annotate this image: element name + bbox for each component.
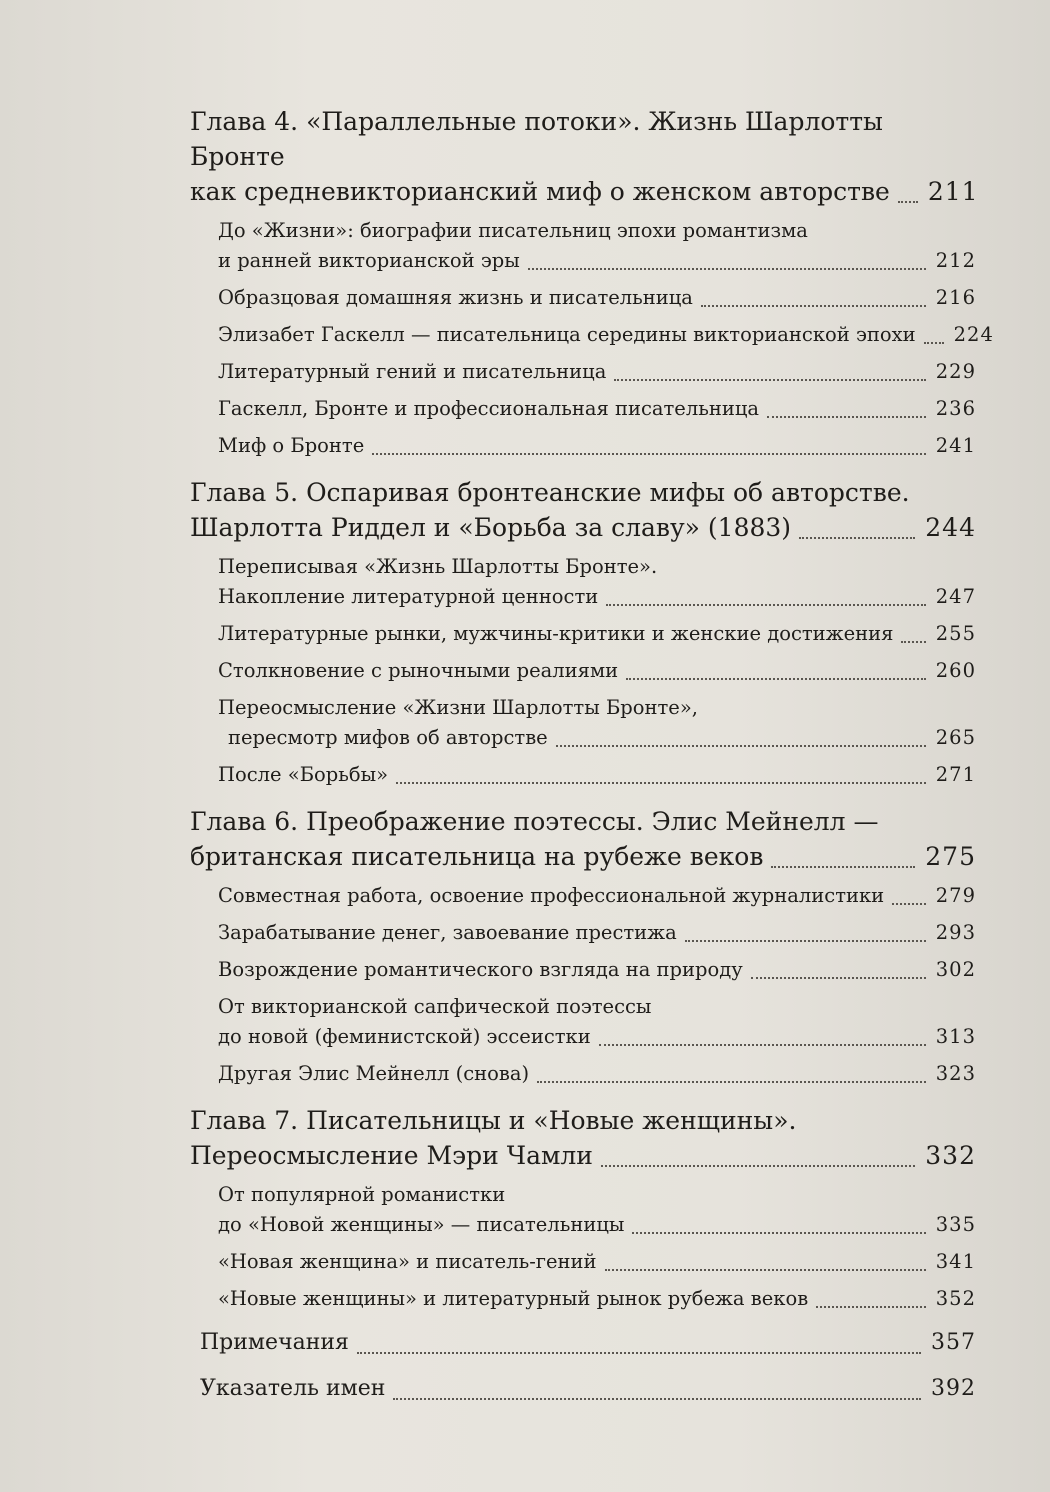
section-title-line: Накопление литературной ценности — [218, 585, 599, 608]
section-entry[interactable] — [218, 394, 976, 424]
chapter-title-line: Глава 7. Писательницы и «Новые женщины». — [190, 1106, 797, 1135]
chapter-title-line: Глава 4. «Параллельные потоки». Жизнь Шарлотты Бронте — [190, 107, 883, 171]
dot-leader — [601, 1164, 915, 1167]
section-title-line: Литературные рынки, мужчины-критики и женские достижения — [218, 622, 894, 645]
section-entry[interactable] — [218, 918, 976, 948]
dot-leader — [632, 1231, 925, 1234]
dot-leader — [892, 902, 926, 905]
page-number: 341 — [935, 1250, 976, 1273]
section-title-line: Совместная работа, освоение профессиональной журналистики — [218, 884, 885, 907]
section-title-line: «Новые женщины» и литературный рынок рубежа веков — [218, 1287, 809, 1310]
section-title-line: и ранней викторианской эры — [218, 249, 520, 272]
section-title-line: Миф о Бронте — [218, 434, 365, 457]
page-number: 313 — [935, 1025, 976, 1048]
page-number: 323 — [935, 1062, 976, 1085]
dot-leader — [556, 744, 926, 747]
table-of-contents — [190, 104, 994, 1406]
section-title-line: Столкновение с рыночными реалиями — [218, 659, 619, 682]
dot-leader — [393, 1397, 921, 1400]
section-title-line: Литературный гений и писательница — [218, 360, 607, 383]
section-title-line: Другая Элис Мейнелл (снова) — [218, 1062, 530, 1085]
chapter-7-entry[interactable] — [190, 1103, 976, 1173]
page-number: 275 — [925, 842, 976, 871]
notes-entry[interactable] — [200, 1326, 976, 1360]
section-title-line: до новой (феминистской) эссеистки — [218, 1025, 591, 1048]
chapter-title-line: Переосмысление Мэри Чамли — [190, 1141, 593, 1170]
page-number: 244 — [925, 513, 976, 542]
section-title-line: Возрождение романтического взгляда на природу — [218, 958, 743, 981]
chapter-4-entry[interactable] — [190, 104, 979, 209]
section-entry[interactable] — [218, 1284, 976, 1314]
section-title-line: От викторианской сапфической поэтессы — [218, 995, 652, 1018]
page-number: 357 — [931, 1330, 976, 1355]
section-entry[interactable] — [218, 1059, 976, 1089]
section-title-line: Зарабатывание денег, завоевание престижа — [218, 921, 677, 944]
page-number: 216 — [935, 286, 976, 309]
section-title-line: От популярной романистки — [218, 1183, 506, 1206]
dot-leader — [599, 1043, 926, 1046]
dot-leader — [357, 1351, 921, 1354]
section-title-line: до «Новой женщины» — писательницы — [218, 1213, 625, 1236]
dot-leader — [816, 1305, 926, 1308]
section-title-line: Гаскелл, Бронте и профессиональная писательница — [218, 397, 760, 420]
page-number: 279 — [935, 884, 976, 907]
section-entry[interactable] — [218, 552, 976, 612]
page-number: 352 — [935, 1287, 976, 1310]
dot-leader — [901, 640, 925, 643]
chapter-title-line: Шарлотта Риддел и «Борьба за славу» (1883) — [190, 513, 792, 542]
dot-leader — [528, 267, 926, 270]
dot-leader — [614, 378, 925, 381]
page-number: 212 — [935, 249, 976, 272]
dot-leader — [898, 200, 918, 203]
dot-leader — [799, 536, 915, 539]
dot-leader — [605, 1268, 926, 1271]
index-entry[interactable] — [200, 1372, 976, 1406]
chapter-5-entry[interactable] — [190, 475, 976, 545]
chapter-6-entry[interactable] — [190, 804, 976, 874]
section-title-line: Образцовая домашняя жизнь и писательница — [218, 286, 693, 309]
section-title-line: Переосмысление «Жизни Шарлотты Бронте», — [218, 696, 698, 719]
dot-leader — [685, 939, 926, 942]
page-number: 265 — [935, 726, 976, 749]
page-number: 247 — [935, 585, 976, 608]
section-entry[interactable] — [218, 693, 976, 753]
section-entry[interactable] — [218, 881, 976, 911]
page-number: 211 — [927, 177, 979, 206]
section-entry[interactable] — [218, 431, 976, 461]
section-title-line: После «Борьбы» — [218, 763, 389, 786]
section-entry[interactable] — [218, 955, 976, 985]
dot-leader — [396, 781, 926, 784]
section-entry[interactable] — [218, 1247, 976, 1277]
section-entry[interactable] — [218, 619, 976, 649]
page-number: 260 — [935, 659, 976, 682]
index-label: Указатель имен — [200, 1376, 386, 1401]
section-entry[interactable] — [218, 320, 994, 350]
chapter-title-line: Глава 6. Преображение поэтессы. Элис Мейнелл — — [190, 807, 879, 836]
section-title-line: пересмотр мифов об авторстве — [228, 726, 548, 749]
page-number: 271 — [935, 763, 976, 786]
page-number: 224 — [953, 323, 994, 346]
section-title-line: «Новая женщина» и писатель-гений — [218, 1250, 597, 1273]
page-number: 255 — [935, 622, 976, 645]
section-entry[interactable] — [218, 283, 976, 313]
dot-leader — [606, 603, 926, 606]
section-title-line: Элизабет Гаскелл — писательница середины викторианской эпохи — [218, 323, 916, 346]
dot-leader — [537, 1080, 926, 1083]
page-number: 229 — [935, 360, 976, 383]
dot-leader — [924, 341, 944, 344]
section-entry[interactable] — [218, 216, 976, 276]
chapter-title-line: британская писательница на рубеже веков — [190, 842, 764, 871]
page-number: 236 — [935, 397, 976, 420]
dot-leader — [626, 677, 926, 680]
section-title-line: До «Жизни»: биографии писательниц эпохи романтизма — [218, 219, 808, 242]
section-entry[interactable] — [218, 357, 976, 387]
dot-leader — [767, 415, 926, 418]
section-entry[interactable] — [218, 760, 976, 790]
dot-leader — [751, 976, 926, 979]
page-number: 332 — [925, 1141, 976, 1170]
page-number: 293 — [935, 921, 976, 944]
page-number: 241 — [935, 434, 976, 457]
section-title-line: Переписывая «Жизнь Шарлотты Бронте». — [218, 555, 658, 578]
notes-label: Примечания — [200, 1330, 349, 1355]
chapter-title-line: Глава 5. Оспаривая бронтеанские мифы об авторстве. — [190, 478, 910, 507]
dot-leader — [372, 452, 926, 455]
page-number: 392 — [931, 1376, 976, 1401]
section-entry[interactable] — [218, 1180, 976, 1240]
section-entry[interactable] — [218, 656, 976, 686]
chapter-title-line: как средневикторианский миф о женском авторстве — [190, 177, 890, 206]
page-number: 302 — [935, 958, 976, 981]
dot-leader — [771, 865, 915, 868]
section-entry[interactable] — [218, 992, 976, 1052]
dot-leader — [701, 304, 926, 307]
page-number: 335 — [935, 1213, 976, 1236]
